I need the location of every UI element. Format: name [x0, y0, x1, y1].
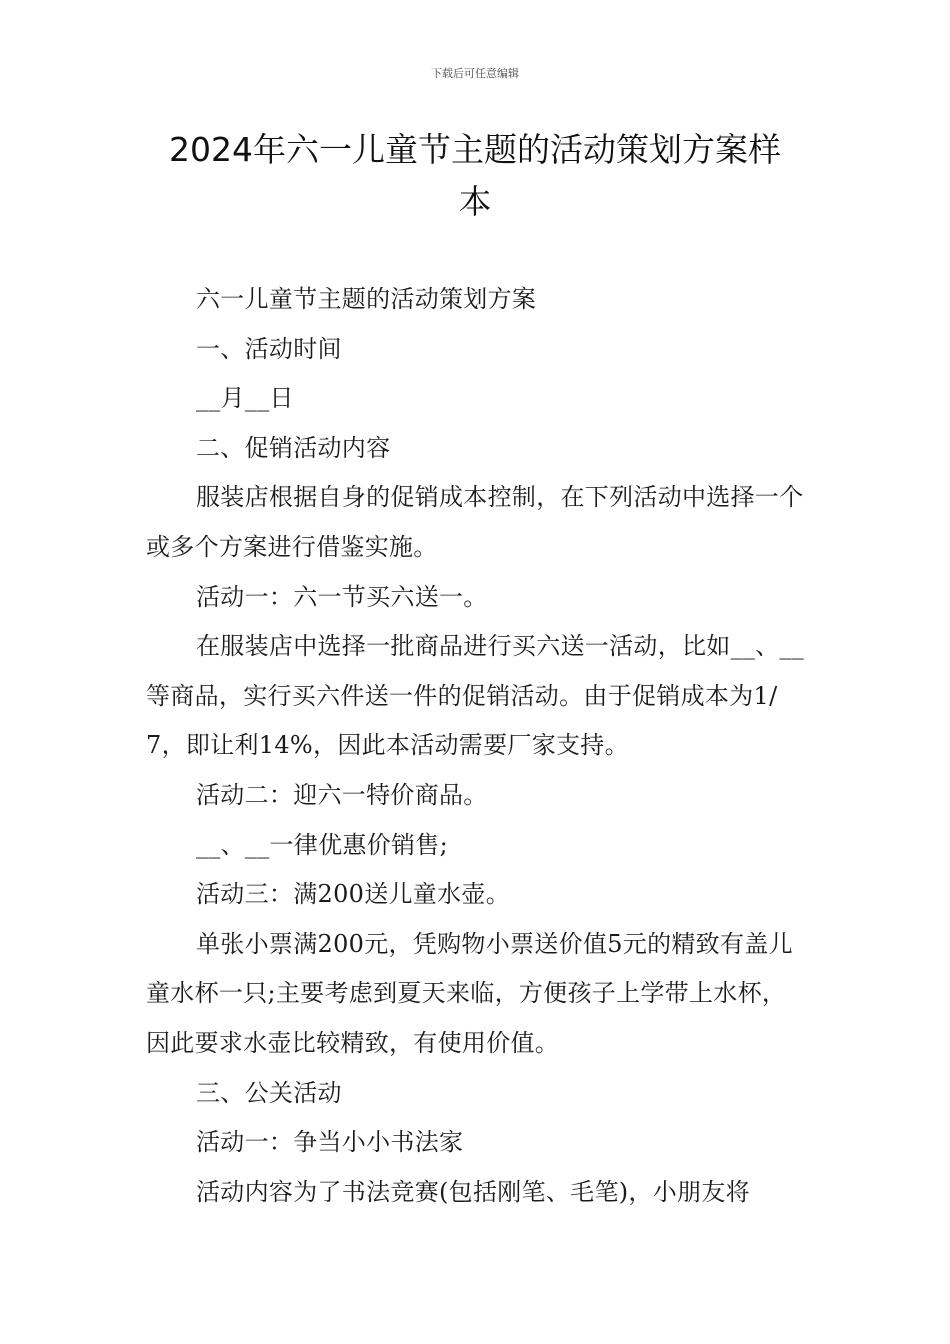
- promotion-intro-paragraph: 服装店根据自身的促销成本控制，在下列活动中选择一个或多个方案进行借鉴实施。: [146, 483, 804, 561]
- activity-three-heading: 活动三：满200送儿童水壶。: [196, 880, 511, 909]
- document-title-line-1: 2024年六一儿童节主题的活动策划方案样: [169, 130, 781, 169]
- activity-two-heading: 活动二：迎六一特价商品。: [196, 780, 488, 809]
- document-title: [140, 124, 810, 228]
- activity-three-paragraph: 单张小票满200元，凭购物小票送价值5元的精致有盖儿童水杯一只;主要考虑到夏天来临，方便孩子上学带上水杯，因此要求水壶比较精致，有使用价值。: [146, 929, 793, 1057]
- subtitle-paragraph: 六一儿童节主题的活动策划方案: [196, 285, 537, 313]
- activity-one-paragraph: 在服装店中选择一批商品进行买六送一活动，比如__、__等商品，实行买六件送一件的促销活动。由于促销成本为1/7，即让利14%，因此本活动需要厂家支持。: [146, 632, 805, 760]
- section-heading-time: 一、活动时间: [196, 334, 342, 363]
- pr-activity-one-paragraph: 活动内容为了书法竞赛(包括刚笔、毛笔)，小朋友将: [196, 1177, 750, 1206]
- section-heading-pr: 三、公关活动: [196, 1078, 342, 1107]
- page-header-note: 下载后可任意编辑: [431, 67, 519, 80]
- activity-two-paragraph: __、__一律优惠价销售;: [196, 830, 448, 859]
- activity-one-heading: 活动一：六一节买六送一。: [196, 582, 488, 611]
- document-title-line-2: 本: [458, 182, 492, 221]
- date-blank-paragraph: __月__日: [196, 384, 294, 413]
- section-heading-promotion: 二、促销活动内容: [196, 433, 391, 462]
- pr-activity-one-heading: 活动一：争当小小书法家: [196, 1128, 464, 1157]
- document-body: [146, 275, 810, 1217]
